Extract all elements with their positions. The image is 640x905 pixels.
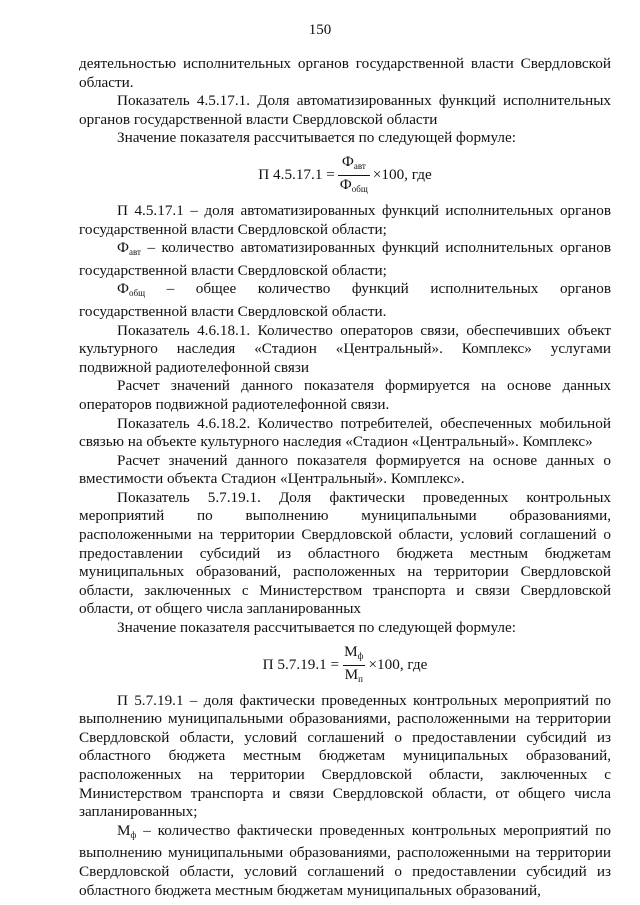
formula-intro: Значение показателя рассчитывается по следующей формуле: (117, 619, 516, 637)
indicator-5-7-19-1-title: Показатель 5.7.19.1. Доля фактически проведенных контрольных мероприятий по выполнению муниципальными образованиями, расположенными на территории Свердловской области, условий соглашений о предоставлении субсидий из областного бюджета местным бюджетам муниципальных образований, расположенных на территории Свердловской области, заключенных с Министерством транспорта и связи Свердловской области, от общего числа запланированных (79, 488, 611, 618)
formula-rhs: ×100, где (368, 655, 428, 673)
fraction-denominator: $Ф_{общ}$ (338, 175, 370, 198)
indicator-4-6-18-2-title: Показатель 4.6.18.2. Количество потребителей, обеспеченных мобильной связью на объекте культурного наследия «Стадион «Центральный». Комплекс» (79, 414, 611, 451)
paragraph: деятельностью исполнительных органов государственной власти Свердловской области. (79, 55, 611, 91)
formula-fraction (338, 153, 370, 198)
page-number: 150 (308, 22, 332, 38)
fraction-denominator: $М_п$ (343, 665, 365, 688)
formula-fraction (342, 643, 365, 688)
formula-lhs: П 4.5.17.1 = (258, 166, 335, 184)
formula-intro: Значение показателя рассчитывается по следующей формуле: (117, 129, 516, 147)
definition: $М_ф$ – количество фактически проведенных контрольных мероприятий по выполнению муниципальными образованиями, расположенными на территории Свердловской области, условий соглашений о предоставлении субсидий из областного бюджета местным бюджетам муниципальных образований, (79, 821, 611, 899)
definition: П 5.7.19.1 – доля фактически проведенных контрольных мероприятий по выполнению муниципальными образованиями, расположенными на территории Свердловской области, условий соглашений о предоставлении субсидий из областного бюджета местным бюджетам муниципальных образований, расположенных на территории Свердловской области, заключенных с Министерством транспорта и связи Свердловской области, от общего числа запланированных; (79, 691, 611, 821)
formula-rhs: ×100, где (372, 166, 432, 184)
formula-4-5-17-1 (79, 153, 611, 198)
page-body (79, 55, 611, 900)
formula-5-7-19-1 (79, 643, 611, 688)
paragraph: Расчет значений данного показателя формируется на основе данных о вместимости объекта Стадион «Центральный». Комплекс». (79, 451, 611, 488)
indicator-4-5-17-1-title: Показатель 4.5.17.1. Доля автоматизированных функций исполнительных органов государственной власти Свердловской области (79, 92, 611, 128)
definition: $Ф_{авт}$ – количество автоматизированных функций исполнительных органов государственной власти Свердловской области; (79, 239, 611, 279)
paragraph: Расчет значений данного показателя формируется на основе данных операторов подвижной радиотелефонной связи. (79, 377, 611, 413)
formula-lhs: П 5.7.19.1 = (262, 655, 340, 673)
definition: П 4.5.17.1 – доля автоматизированных функций исполнительных органов государственной власти Свердловской области; (79, 201, 611, 238)
fraction-numerator: $Ф_{авт}$ (341, 152, 366, 171)
fraction-numerator: $М_ф$ (344, 642, 364, 661)
indicator-4-6-18-1-title: Показатель 4.6.18.1. Количество операторов связи, обеспечивших объект культурного наследия «Стадион «Центральный». Комплекс» услугами подвижной радиотелефонной связи (79, 321, 611, 376)
definition: $Ф_{общ}$ – общее количество функций исполнительных органов государственной власти Свердловской области. (79, 280, 611, 320)
